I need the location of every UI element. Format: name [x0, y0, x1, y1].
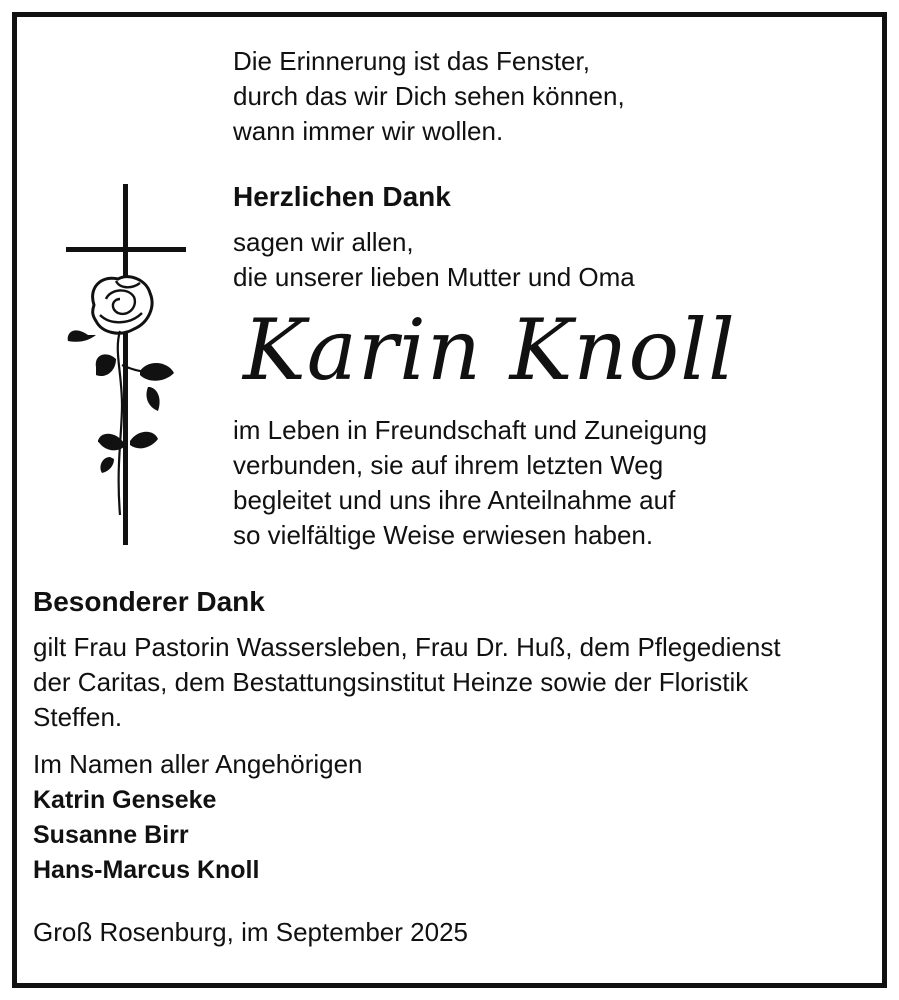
after-name-line: so vielfältige Weise erwiesen haben. [233, 520, 654, 550]
signature-name: Susanne Birr [33, 821, 189, 849]
thanks-heading: Herzlichen Dank [233, 181, 451, 212]
thanks-text [233, 225, 635, 295]
quote-line: wann immer wir wollen. [233, 116, 504, 146]
quote-line: durch das wir Dich sehen können, [233, 81, 625, 111]
thanks-line: die unserer lieben Mutter und Oma [233, 262, 635, 292]
signature-name: Hans-Marcus Knoll [33, 856, 260, 884]
thanks-line: sagen wir allen, [233, 227, 414, 257]
signature-name: Katrin Genseke [33, 786, 217, 814]
special-thanks-line: der Caritas, dem Bestattungsinstitut Heinze sowie der Floristik [33, 667, 749, 697]
deceased-name: Karin Knoll [243, 301, 736, 399]
special-thanks-line: Steffen. [33, 702, 123, 732]
place-date: Groß Rosenburg, im September 2025 [33, 917, 468, 947]
after-name-line: im Leben in Freundschaft und Zuneigung [233, 415, 708, 445]
after-name-line: verbunden, sie auf ihrem letzten Weg [233, 450, 664, 480]
after-name-text [233, 413, 707, 553]
special-thanks-heading: Besonderer Dank [33, 586, 265, 617]
quote-line: Die Erinnerung ist das Fenster, [233, 46, 590, 76]
memorial-quote [233, 44, 625, 149]
signature-intro: Im Namen aller Angehörigen [33, 749, 363, 779]
special-thanks-text [33, 630, 781, 735]
cross-with-rose-icon [50, 175, 200, 555]
special-thanks-line: gilt Frau Pastorin Wassersleben, Frau Dr. Huß, dem Pflegedienst [33, 632, 781, 662]
after-name-line: begleitet und uns ihre Anteilnahme auf [233, 485, 676, 515]
